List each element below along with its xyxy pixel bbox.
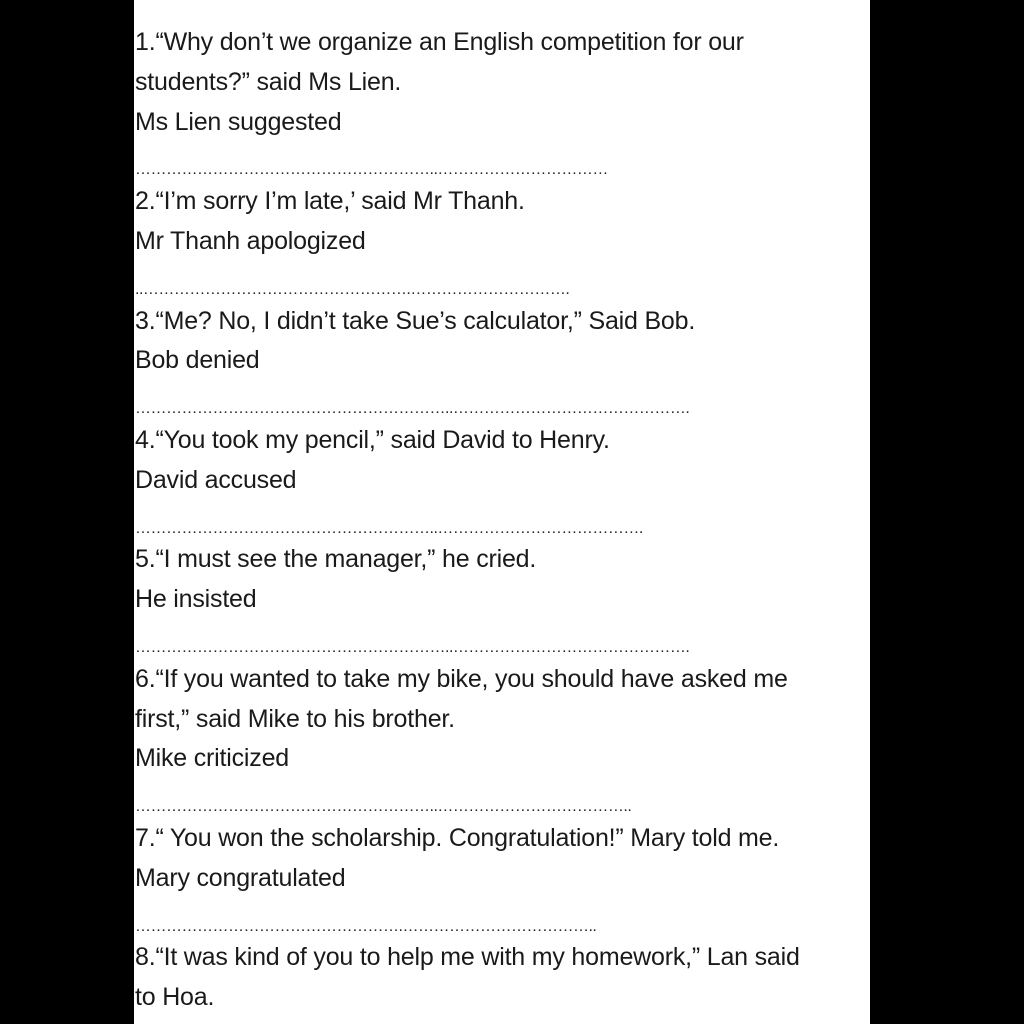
answer-prompt: Ms Lien suggested — [135, 107, 342, 136]
answer-blank[interactable]: …………………………………………………..……………………………….. — [135, 798, 632, 816]
question-text: 6.“If you wanted to take my bike, you should have asked me — [135, 664, 788, 693]
answer-blank[interactable]: ……………………………………………………..………………………………………. — [135, 638, 690, 656]
answer-prompt: Bob denied — [135, 346, 260, 375]
question-text: 5.“I must see the manager,” he cried. — [135, 545, 537, 574]
answer-prompt: Mr Thanh apologized — [135, 226, 366, 255]
answer-prompt: He insisted — [135, 585, 257, 614]
question-text: 1.“Why don’t we organize an English competition for our — [135, 28, 744, 56]
answer-blank[interactable]: …………………………………………………..…………………………………. — [135, 519, 643, 537]
exercise-list — [135, 23, 870, 1018]
worksheet-page — [134, 0, 870, 1024]
answer-blank[interactable]: …………………………………………………..…………………………… — [135, 161, 608, 179]
question-text: 2.“I’m sorry I’m late,’ said Mr Thanh. — [135, 187, 525, 216]
answer-blank[interactable]: ..…………………………………………….…………………………. — [135, 280, 570, 298]
answer-prompt: Mary congratulated — [135, 863, 346, 892]
answer-blank[interactable]: …………………………………………….……………………………….. — [135, 917, 597, 935]
answer-blank[interactable]: ……………………………………………………..………………………………………. — [135, 400, 690, 418]
question-text: 7.“ You won the scholarship. Congratulation!” Mary told me. — [135, 823, 780, 852]
question-text: 4.“You took my pencil,” said David to Henry. — [135, 425, 610, 454]
question-text: first,” said Mike to his brother. — [135, 704, 455, 733]
question-text: 3.“Me? No, I didn’t take Sue’s calculator,” Said Bob. — [135, 306, 696, 335]
question-text: 8.“It was kind of you to help me with my homework,” Lan said — [135, 943, 800, 972]
question-text: to Hoa. — [135, 983, 215, 1012]
question-text: students?” said Ms Lien. — [135, 67, 402, 96]
answer-prompt: Mike criticized — [135, 744, 289, 773]
answer-prompt: David accused — [135, 465, 297, 494]
